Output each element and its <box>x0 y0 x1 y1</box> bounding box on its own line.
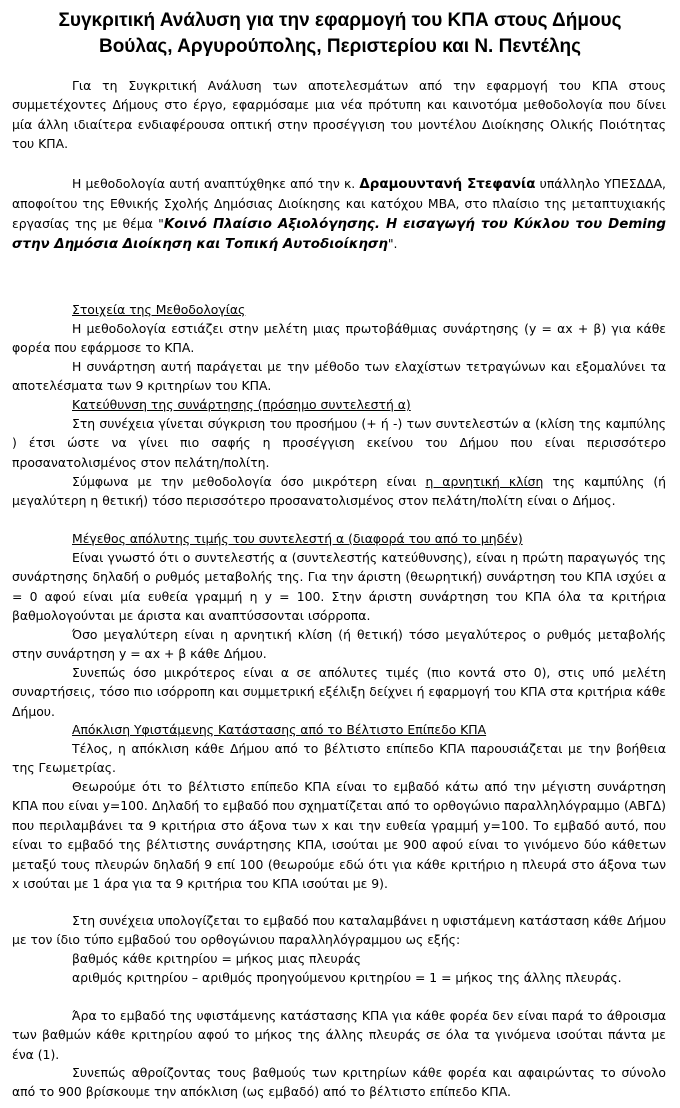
subheading-deviation: Απόκλιση Υφιστάμενης Κατάστασης από το Βέλτιστο Επίπεδο ΚΠΑ <box>72 722 487 737</box>
area-paragraph: Θεωρούμε ότι το βέλτιστο επίπεδο ΚΠΑ είναι το εμβαδό κάτω από την μέγιστη συνάρτηση ΚΠΑ που είναι y=100. Δηλαδή το εμβαδό που σχηματίζεται από το ορθογώνιο παραλληλόγραμμο (ΑΒΓΔ) που περιλαμβάνει τα 9 κριτήρια στο άξονα των x και την ευθεία γραμμή y=100. Το εμβαδό αυτό, που είναι το εμβαδό της βέλτιστης συνάρτησης ΚΠΑ, ισούται με 900 αφού είναι το γινόμενο δύο κάθετων μεταξύ τους πλευρών δηλαδή 9 επί 100 (θεωρούμε εδώ ότι για κάθε κριτήριο η πλευρά στο άξονα των x ισούται με 1 άρα για τα 9 κριτήρια του ΚΠΑ ισούται με 9). <box>12 779 666 892</box>
document-title <box>12 8 668 60</box>
focus-paragraph: Η μεθοδολογία εστιάζει στην μελέτη μιας πρωτοβάθμιας συνάρτησης (y = αx + β) για κάθε φορέα που εφάρμοσε το ΚΠΑ. <box>12 321 666 356</box>
derivative-paragraph: Είναι γνωστό ότι ο συντελεστής α (συντελεστής κατεύθυνσης), είναι η πρώτη παραγωγός της συνάρτησης δηλαδή ο ρυθμός μεταβολής της. Για την άριστη (θεωρητική) συνάρτηση του ΚΠΑ ισχύει α = 0 αφού είναι μία ευθεία γραμμή η y = 100. Στην άριστη συνάρτηση του ΚΠΑ όλα τα κριτήρια βαθμολογούνται με άριστα και αναπτύσσονται ισόρροπα. <box>12 550 666 624</box>
sum-paragraph: Άρα το εμβαδό της υφιστάμενης κατάστασης ΚΠΑ για κάθε φορέα δεν είναι παρά το άθροισμα των βαθμών κάθε κριτηρίου αφού το μήκος της άλλης πλευράς σε όλα τα γινόμενα ισούται πάντα με ένα (1). <box>12 1008 666 1062</box>
deviation-paragraph: Τέλος, η απόκλιση κάθε Δήμου από το βέλτιστο επίπεδο ΚΠΑ παρουσιάζεται με την βοήθεια της Γεωμετρίας. <box>12 741 666 776</box>
thesis-title: Κοινό Πλαίσιο Αξιολόγησης. Η εισαγωγή του Κύκλου του Deming στην Δημόσια Διοίκηση και Τοπική Αυτοδιοίκηση <box>12 216 666 253</box>
section-heading: Στοιχεία της Μεθοδολογίας <box>72 302 246 317</box>
title-line-1: Συγκριτική Ανάλυση για την εφαρμογή του ΚΠΑ στους Δήμους <box>58 10 622 31</box>
intro-paragraph: Για τη Συγκριτική Ανάλυση των αποτελεσμάτων από την εφαρμογή του ΚΠΑ στους συμμετέχοντες Δήμους στο έργο, εφαρμόσαμε μια νέα πρότυπη και καινοτόμα μεθοδολογία που δίνει μία άλλη ιδιαίτερα ενδιαφέρουσα οπτική στην προσέγγιση του μοντέλου Διοίκησης Ολικής Ποιότητας του ΚΠΑ. <box>12 78 666 152</box>
author-name: Δραμουντανή Στεφανία <box>359 177 536 192</box>
author-post: ". <box>387 236 398 252</box>
side-two-paragraph: αριθμός κριτηρίου – αριθμός προηγούμενου κριτηρίου = 1 = μήκος της άλλης πλευράς. <box>72 970 622 985</box>
subheading-direction: Κατεύθυνση της συνάρτησης (πρόσημο συντελεστή α) <box>72 397 411 412</box>
side-one-line: βαθμός κάθε κριτηρίου = μήκος μιας πλευράς <box>72 951 362 966</box>
rate-paragraph: Όσο μεγαλύτερη είναι η αρνητική κλίση (ή θετική) τόσο μεγαλύτερος ο ρυθμός μεταβολής στην συνάρτηση y = αx + β κάθε Δήμου. <box>12 627 666 662</box>
author-mid: υπάλληλο ΥΠΕΣΔΔΑ, αποφοίτου της Εθνικής Σχολής Δημόσιας Διοίκησης και κατόχου MBA, στο πλαίσιο της μεταπτυχιακής εργασίας της με θέμα " <box>12 176 666 231</box>
slope-underlined: η αρνητική κλίση <box>425 474 544 489</box>
method-paragraph: Η συνάρτηση αυτή παράγεται με την μέθοδο των ελαχίστων τετραγώνων και εξομαλύνει τα αποτελέσματα των 9 κριτηρίων του ΚΠΑ. <box>12 359 666 394</box>
author-paragraph <box>12 174 666 255</box>
slope-post: της καμπύλης (ή μεγαλύτερη η θετική) τόσο περισσότερο προσανατολισμένος στον πελάτη/πολίτη είναι ο Δήμος. <box>12 474 667 509</box>
subheading-magnitude: Μέγεθος απόλυτης τιμής του συντελεστή α (διαφορά του από το μηδέν) <box>72 531 523 546</box>
balance-paragraph: Συνεπώς όσο μικρότερος είναι α σε απόλυτες τιμές (πιο κοντά στο 0), στις υπό μελέτη συναρτήσεις, τόσο πιο ισόρροπη και συμμετρική εξέλιξη δείχνει ή εφαρμογή του ΚΠΑ στα κριτήρια κάθε Δήμου. <box>12 665 666 719</box>
final-paragraph: Συνεπώς αθροίζοντας τους βαθμούς των κριτηρίων κάθε φορέα και αφαιρώντας το σύνολο από το 900 βρίσκουμε την απόκλιση (ως εμβαδό) από το βέλτιστο επίπεδο ΚΠΑ. <box>12 1065 666 1100</box>
author-pre: Η μεθοδολογία αυτή αναπτύχθηκε από την κ. <box>72 176 360 191</box>
slope-paragraph <box>12 472 666 511</box>
current-state-paragraph: Στη συνέχεια υπολογίζεται το εμβαδό που καταλαμβάνει η υφιστάμενη κατάσταση κάθε Δήμου με τον ίδιο τύπο εμβαδού του ορθογώνιου παραλληλόγραμμου ως εξής: <box>12 913 666 948</box>
sign-paragraph: Στη συνέχεια γίνεται σύγκριση του προσήμου (+ ή -) των συντελεστών α (κλίση της καμπύλης ) έτσι ώστε να γίνει πιο σαφής η προσέγγιση εκείνου του Δήμου που είναι περισσότερο προσανατολισμένος στον πελάτη/πολίτη. <box>12 416 666 470</box>
slope-pre: Σύμφωνα με την μεθοδολογία όσο μικρότερη είναι <box>72 474 426 489</box>
title-line-2: Βούλας, Αργυρούπολης, Περιστερίου και Ν. Πεντέλης <box>98 36 582 57</box>
